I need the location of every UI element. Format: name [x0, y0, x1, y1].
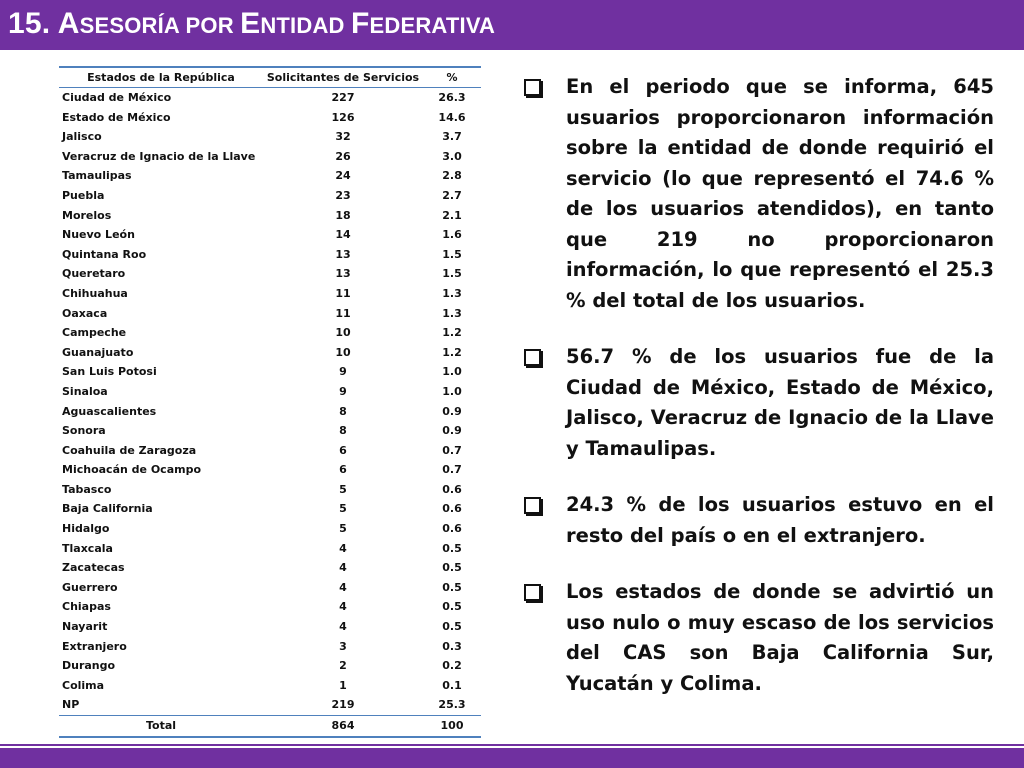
- applicants-cell: 8: [339, 424, 347, 438]
- state-name-cell: Queretaro: [62, 267, 126, 281]
- state-name-cell: San Luis Potosi: [62, 365, 157, 379]
- state-name-cell: Jalisco: [62, 130, 102, 144]
- state-name-cell: Estado de México: [62, 110, 171, 124]
- states-table: [59, 66, 481, 738]
- applicants-cell: 26: [335, 149, 351, 163]
- state-name-cell: Nayarit: [62, 620, 108, 634]
- applicants-cell: 13: [335, 267, 351, 281]
- applicants-cell: 18: [335, 208, 351, 222]
- table-row: [59, 637, 481, 657]
- percent-cell: 2.7: [442, 188, 462, 202]
- bullet-item: 24.3 % de los usuarios estuvo en el resto del país o en el extranjero.: [522, 490, 994, 551]
- applicants-cell: 4: [339, 541, 347, 555]
- applicants-cell: 10: [335, 326, 351, 340]
- state-name-cell: Aguascalientes: [62, 404, 157, 418]
- state-name-cell: Extranjero: [62, 639, 127, 653]
- state-name-cell: Oaxaca: [62, 306, 108, 320]
- footer-bar: [0, 748, 1024, 768]
- state-name-cell: Sonora: [62, 424, 106, 438]
- percent-cell: 0.5: [442, 600, 462, 614]
- percent-cell: 0.5: [442, 620, 462, 634]
- applicants-cell: 24: [335, 169, 351, 183]
- percent-cell: 25.3: [423, 695, 481, 715]
- table-row: [59, 147, 481, 167]
- bullet-item: En el periodo que se informa, 645 usuarios proporcionaron información sobre la entidad de donde requirió el servicio (lo que representó el 74.6 % de los usuarios atendidos), en tanto que 219 no proporcionaron información, lo que representó el 25.3 % del total de los usuarios.: [522, 72, 994, 316]
- percent-cell: 2.1: [442, 208, 462, 222]
- table-row: [59, 460, 481, 480]
- checkbox-bullet-icon: [524, 349, 541, 366]
- table-row: [59, 597, 481, 617]
- table-row: [59, 264, 481, 284]
- table-row: [59, 284, 481, 304]
- applicants-cell: 14: [335, 228, 351, 242]
- header-percent: %: [423, 67, 481, 88]
- percent-cell: 0.5: [442, 580, 462, 594]
- state-name-cell: Sinaloa: [62, 384, 108, 398]
- percent-cell: 0.6: [442, 522, 462, 536]
- state-name-cell: Ciudad de México: [62, 91, 172, 104]
- bullet-list: [522, 72, 994, 725]
- checkbox-bullet-icon: [524, 497, 541, 514]
- percent-cell: 1.0: [442, 365, 462, 379]
- applicants-cell: 4: [339, 580, 347, 594]
- state-name-cell: Baja California: [62, 502, 153, 516]
- applicants-cell: 2: [339, 659, 347, 673]
- state-name-cell: Morelos: [62, 208, 112, 222]
- state-name-cell: Guanajuato: [62, 345, 134, 359]
- applicants-cell: 6: [339, 443, 347, 457]
- table-row: [59, 695, 481, 715]
- percent-cell: 0.9: [442, 424, 462, 438]
- percent-cell: 3.0: [442, 149, 462, 163]
- table-row: [59, 108, 481, 128]
- table-row: [59, 166, 481, 186]
- table-row: [59, 656, 481, 676]
- state-name-cell: Tamaulipas: [62, 169, 132, 183]
- applicants-cell: 6: [339, 463, 347, 477]
- applicants-cell: 4: [339, 600, 347, 614]
- percent-cell: 2.8: [442, 169, 462, 183]
- applicants-cell: 126: [331, 110, 355, 124]
- applicants-cell: 3: [339, 639, 347, 653]
- applicants-cell: 11: [335, 286, 351, 300]
- percent-cell: 0.5: [442, 561, 462, 575]
- state-name-cell: Quintana Roo: [62, 247, 147, 261]
- page-title: 15. ASESORÍA POR ENTIDAD FEDERATIVA: [8, 7, 496, 40]
- percent-cell: 0.3: [442, 639, 462, 653]
- state-name-cell: NP: [59, 695, 263, 715]
- state-name-cell: Tlaxcala: [62, 541, 113, 555]
- table-total-row: [59, 716, 481, 738]
- table-row: [59, 362, 481, 382]
- table-row: [59, 88, 481, 108]
- checkbox-bullet-icon: [524, 584, 541, 601]
- applicants-cell: 32: [335, 130, 351, 144]
- title-bar: [0, 0, 1024, 50]
- table-row: [59, 206, 481, 226]
- applicants-cell: 227: [331, 91, 355, 104]
- applicants-cell: 11: [335, 306, 351, 320]
- table-row: [59, 421, 481, 441]
- percent-cell: 1.0: [442, 384, 462, 398]
- percent-cell: 1.5: [442, 247, 462, 261]
- state-name-cell: Coahuila de Zaragoza: [62, 443, 197, 457]
- applicants-cell: 13: [335, 247, 351, 261]
- percent-cell: 0.9: [442, 404, 462, 418]
- applicants-cell: 9: [339, 384, 347, 398]
- percent-cell: 1.5: [442, 267, 462, 281]
- table-row: [59, 323, 481, 343]
- bullet-item: Los estados de donde se advirtió un uso nulo o muy escaso de los servicios del CAS son Baja California Sur, Yucatán y Colima.: [522, 577, 994, 699]
- percent-cell: 0.7: [442, 443, 462, 457]
- percent-cell: 1.2: [442, 326, 462, 340]
- state-name-cell: Campeche: [62, 326, 127, 340]
- state-name-cell: Tabasco: [62, 482, 112, 496]
- percent-cell: 0.6: [442, 502, 462, 516]
- percent-cell: 100: [423, 716, 481, 738]
- percent-cell: 0.6: [442, 482, 462, 496]
- state-name-cell: Nuevo León: [62, 228, 135, 242]
- state-name-cell: Durango: [62, 659, 116, 673]
- table-row: [59, 402, 481, 422]
- table-row: [59, 127, 481, 147]
- table-row: [59, 558, 481, 578]
- table-row: [59, 186, 481, 206]
- state-name-cell: Hidalgo: [62, 522, 110, 536]
- applicants-cell: 5: [339, 502, 347, 516]
- percent-cell: 26.3: [438, 91, 466, 104]
- state-name-cell: Guerrero: [62, 580, 118, 594]
- footer-rule: [0, 744, 1024, 746]
- table-row: [59, 441, 481, 461]
- applicants-cell: 219: [263, 695, 423, 715]
- percent-cell: 1.2: [442, 345, 462, 359]
- table-row: [59, 617, 481, 637]
- bullet-item: 56.7 % de los usuarios fue de la Ciudad de México, Estado de México, Jalisco, Veracruz de Ignacio de la Llave y Tamaulipas.: [522, 342, 994, 464]
- table-header-row: [59, 67, 481, 88]
- state-name-cell: Chihuahua: [62, 286, 128, 300]
- table-row: [59, 676, 481, 696]
- percent-cell: 14.6: [438, 110, 466, 124]
- applicants-cell: 23: [335, 188, 351, 202]
- table-row: [59, 578, 481, 598]
- applicants-cell: 9: [339, 365, 347, 379]
- state-name-cell: Zacatecas: [62, 561, 125, 575]
- table-row: [59, 519, 481, 539]
- state-name-cell: Puebla: [62, 188, 105, 202]
- percent-cell: 0.5: [442, 541, 462, 555]
- percent-cell: 0.1: [442, 678, 462, 692]
- table-row: [59, 480, 481, 500]
- table-row: [59, 539, 481, 559]
- checkbox-bullet-icon: [524, 79, 541, 96]
- applicants-cell: 5: [339, 522, 347, 536]
- applicants-cell: 5: [339, 482, 347, 496]
- state-name-cell: Veracruz de Ignacio de la Llave: [62, 149, 256, 163]
- percent-cell: 0.7: [442, 463, 462, 477]
- applicants-cell: 4: [339, 620, 347, 634]
- percent-cell: 1.6: [442, 228, 462, 242]
- table-row: [59, 343, 481, 363]
- state-name-cell: Chiapas: [62, 600, 111, 614]
- state-name-cell: Colima: [62, 678, 105, 692]
- applicants-cell: 8: [339, 404, 347, 418]
- applicants-cell: 1: [339, 678, 347, 692]
- header-states: Estados de la República: [59, 67, 263, 88]
- table-row: [59, 225, 481, 245]
- percent-cell: 1.3: [442, 286, 462, 300]
- applicants-cell: 10: [335, 345, 351, 359]
- percent-cell: 1.3: [442, 306, 462, 320]
- applicants-cell: 4: [339, 561, 347, 575]
- applicants-cell: 864: [263, 716, 423, 738]
- table-row: [59, 382, 481, 402]
- state-name-cell: Total: [59, 716, 263, 738]
- percent-cell: 3.7: [442, 130, 462, 144]
- table-row: [59, 499, 481, 519]
- state-name-cell: Michoacán de Ocampo: [62, 463, 202, 477]
- percent-cell: 0.2: [442, 659, 462, 673]
- table-row: [59, 245, 481, 265]
- table-row: [59, 304, 481, 324]
- header-applicants: Solicitantes de Servicios: [263, 67, 423, 88]
